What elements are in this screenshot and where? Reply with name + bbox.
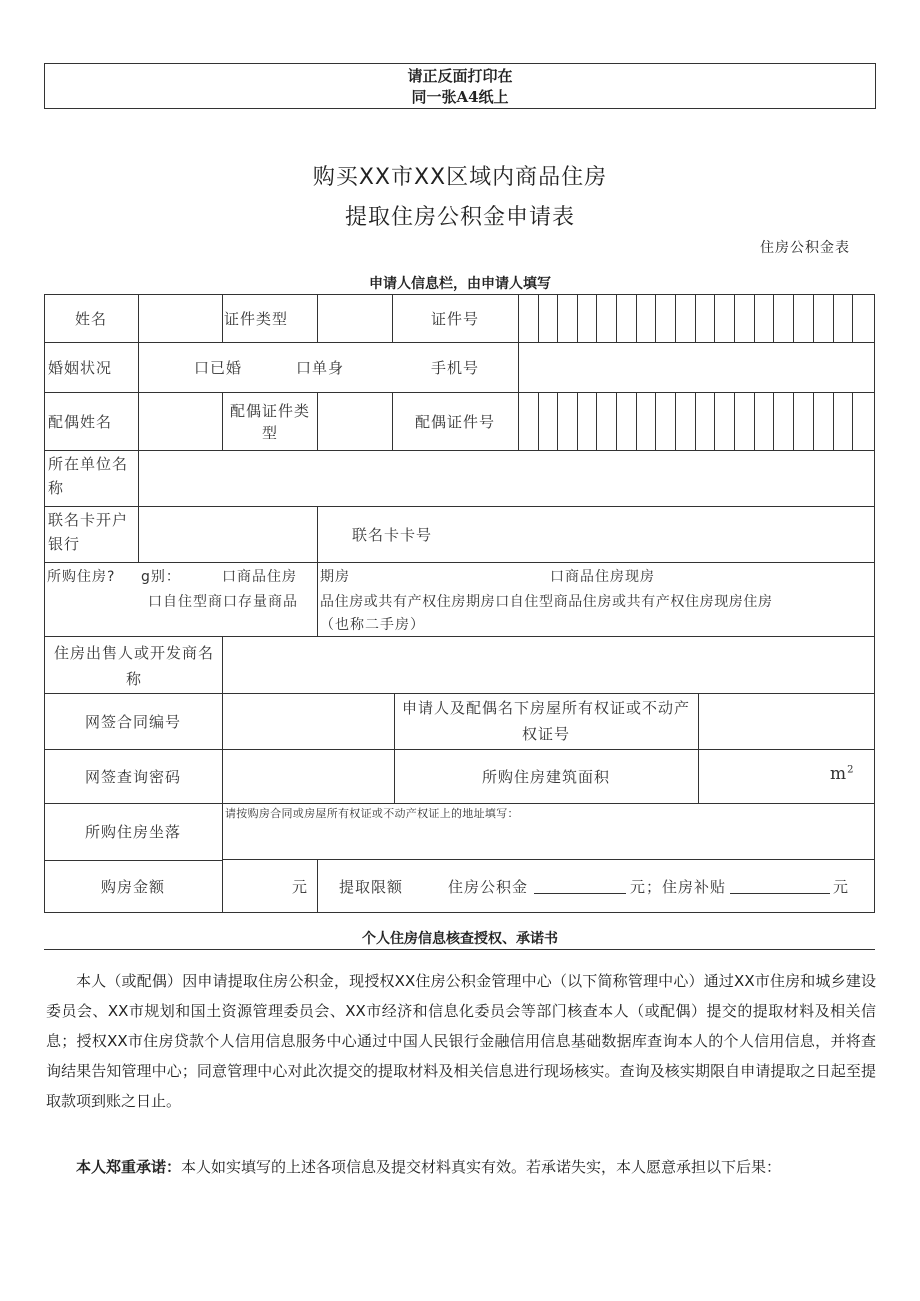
label-seller: 住房出售人或开发商名称 [53, 644, 214, 688]
authorization-heading: 个人住房信息核查授权、承诺书 [362, 931, 558, 947]
seller-input[interactable] [223, 637, 874, 693]
commitment-lead: 本人郑重承诺： [76, 1158, 182, 1176]
fund-input[interactable] [534, 878, 626, 894]
cert-no-input[interactable] [699, 694, 874, 749]
location-input[interactable] [223, 822, 874, 859]
label-spouse-name: 配偶姓名 [47, 412, 112, 431]
id-type-input[interactable] [318, 295, 392, 342]
label-contract-no: 网签合同编号 [84, 712, 181, 731]
id-no-boxes[interactable] [519, 295, 874, 342]
label-marital: 婚姻状况 [47, 358, 112, 377]
label-id-type: 证件类型 [223, 309, 288, 328]
amount-yuan: 元 [291, 877, 308, 896]
label-id-no: 证件号 [430, 309, 479, 328]
authorization-paragraph: 本人（或配偶）因申请提取住房公积金，现授权XX住房公积金管理中心（以下简称管理中心）通过XX市住房和城乡建设委员会、XX市规划和国土资源管理委员会、XX市经济和信息化委员会等部门核查本人（或配偶）提交的提取材料及相关信息；授权XX市住房贷款个人信用信息服务中心通过中国人民银行金融信用信息基础数据库查询本人的个人信用信息，并将查询结果告知管理中心；同意管理中心对此次提交的提取材料及相关信息进行现场核实。查询及核实期限自申请提取之日起至提取款项到账之日止。 [46, 972, 876, 1110]
spouse-name-input[interactable] [139, 393, 222, 450]
subsidy-input[interactable] [730, 878, 830, 894]
section-divider [44, 949, 875, 950]
label-query-pwd: 网签查询密码 [84, 767, 181, 786]
employer-input[interactable] [139, 451, 874, 506]
card-bank-input[interactable] [139, 507, 317, 562]
label-spouse-id-type: 配偶证件类型 [229, 402, 310, 442]
location-hint: 请按购房合同或房屋所有权证或不动产权证上的地址填写： [225, 807, 519, 820]
house-type-prefix: g别： [141, 569, 181, 585]
house-opt-commercial-futures[interactable]: 口商品住房 [222, 569, 297, 585]
print-notice [44, 63, 876, 109]
label-amount: 购房金额 [100, 877, 165, 896]
label-fund-yuan-subsidy: 元；住房补贴 [629, 877, 726, 896]
label-spouse-id-no: 配偶证件号 [414, 412, 495, 431]
single-checkbox[interactable]: 口单身 [295, 358, 344, 377]
spouse-id-type-input[interactable] [318, 393, 392, 450]
commitment-text: 本人如实填写的上述各项信息及提交材料真实有效。若承诺失实，本人愿意承担以下后果： [181, 1158, 782, 1176]
form-number: 住房公积金表 [760, 240, 850, 256]
house-opt-commercial-spot[interactable]: 口商品住房现房 [550, 569, 655, 585]
married-checkbox[interactable]: 口已婚 [193, 358, 242, 377]
label-mobile: 手机号 [430, 358, 479, 377]
print-notice-line2: 同一张A4纸上 [411, 88, 509, 106]
label-employer: 所在单位名称 [48, 455, 129, 497]
house-opt1-suffix: 期房 [320, 569, 350, 585]
label-card-bank: 联名卡开户银行 [48, 511, 129, 553]
area-unit: $m^2$ [830, 764, 855, 784]
subsidy-yuan: 元 [832, 877, 849, 896]
amount-input[interactable] [223, 861, 283, 912]
query-pwd-input[interactable] [223, 750, 394, 803]
applicant-section-heading: 申请人信息栏，由申请人填写 [369, 276, 551, 292]
print-notice-line1: 请正反面打印在 [407, 67, 513, 85]
commitment-paragraph [46, 1152, 876, 1182]
contract-no-input[interactable] [223, 694, 394, 749]
form-title-line2: 提取住房公积金申请表 [344, 205, 575, 230]
label-location: 所购住房坐落 [84, 823, 181, 841]
label-name: 姓名 [74, 309, 107, 328]
label-area: 所购住房建筑面积 [481, 767, 610, 786]
house-opt3-text: 品住房或共有产权住房期房口自住型商品住房或共有产权住房现房住房 [320, 594, 773, 610]
area-input[interactable] [699, 750, 829, 803]
house-opt3-secondhand: （也称二手房） [320, 617, 425, 633]
card-no-input[interactable] [480, 507, 874, 562]
label-card-no: 联名卡卡号 [352, 526, 433, 544]
form-title-line1: 购买XX市XX区域内商品住房 [312, 165, 608, 190]
name-input[interactable] [139, 295, 222, 342]
label-house: 所购住房? [47, 569, 116, 585]
label-limit: 提取限额 [338, 877, 403, 896]
label-cert-no: 申请人及配偶名下房屋所有权证或不动产权证号 [401, 699, 690, 743]
house-opt-selfuse-stock[interactable]: 口自住型商口存量商品 [148, 594, 298, 610]
label-fund: 住房公积金 [447, 877, 528, 896]
spouse-id-no-boxes[interactable] [519, 393, 874, 450]
mobile-input[interactable] [519, 343, 874, 392]
